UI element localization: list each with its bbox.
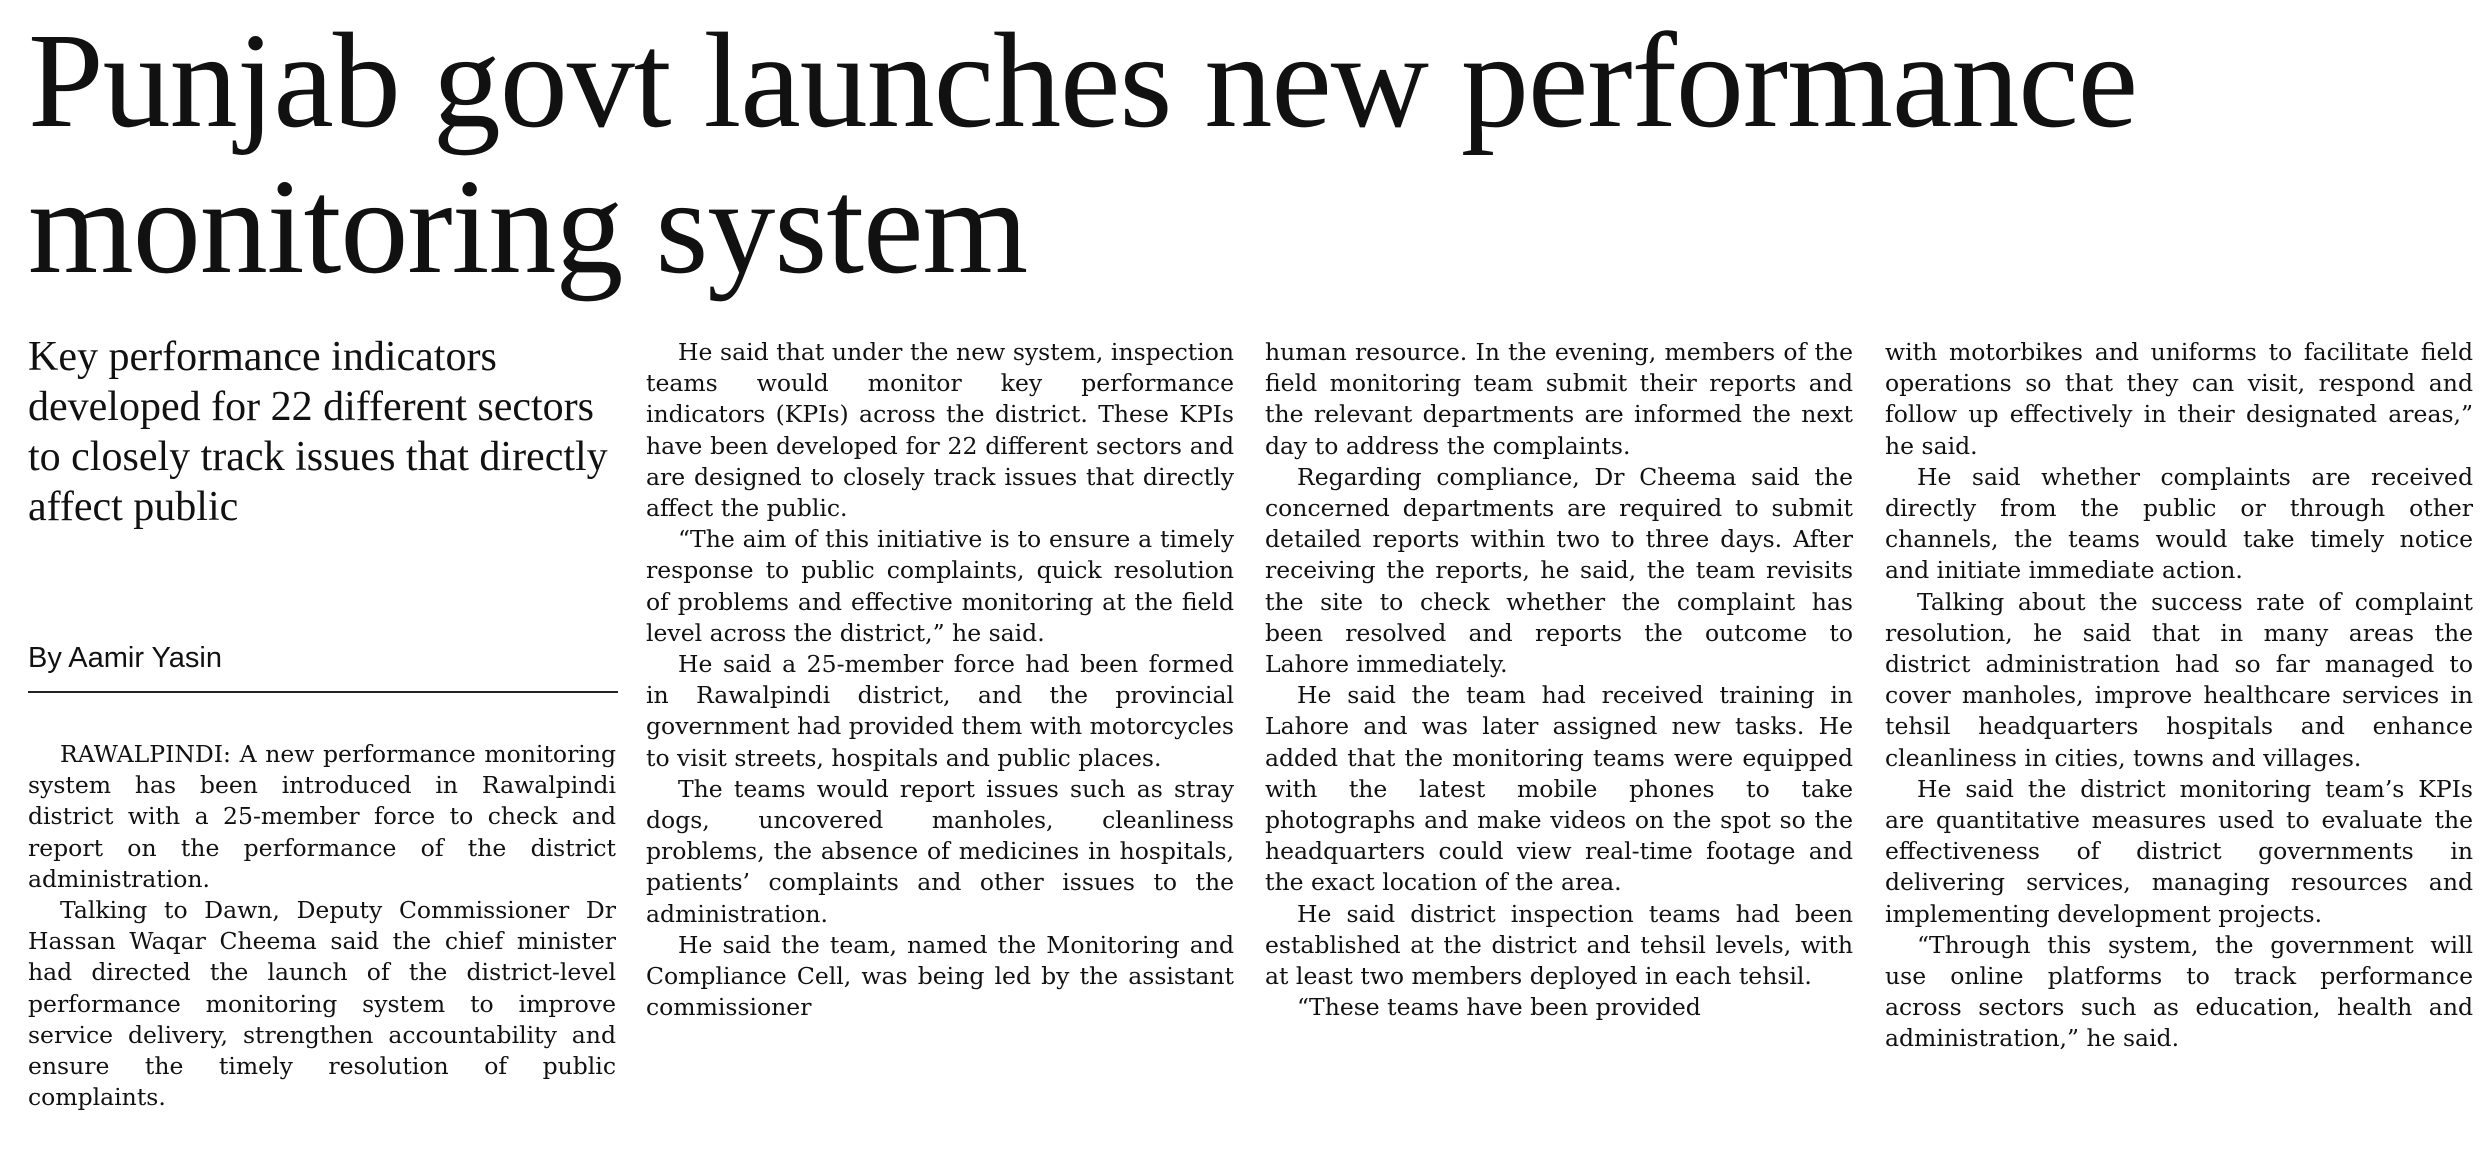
- article-column-4: [1885, 337, 2473, 1055]
- paragraph: Talking about the success rate of complaint resolution, he said that in many areas the district administration had so far managed to cover manholes, improve healthcare services in tehsil headquarters hospitals and enhance cleanliness in cities, towns and villages.: [1885, 587, 2473, 772]
- article-column-2: [646, 337, 1234, 1023]
- paragraph: RAWALPINDI: A new performance monitoring system has been introduced in Rawalpindi district with a 25-member force to check and report on the performance of the district administration.: [28, 740, 616, 893]
- article-column-3: [1265, 337, 1853, 1023]
- paragraph: “The aim of this initiative is to ensure a timely response to public complaints, quick resolution of problems and effective monitoring at the field level across the district,” he said.: [646, 525, 1234, 647]
- paragraph: The teams would report issues such as stray dogs, uncovered manholes, cleanliness problems, the absence of medicines in hospitals, patients’ complaints and other issues to the administration.: [646, 774, 1234, 928]
- paragraph: He said the district monitoring team’s KPIs are quantitative measures used to evaluate the effectiveness of district governments in delivering services, managing resources and implementing development projects.: [1885, 774, 2473, 928]
- paragraph: He said the team, named the Monitoring and Compliance Cell, was being led by the assistant commissioner: [646, 930, 1234, 1022]
- headline: Punjab govt launches new performance monitoring system: [28, 6, 2138, 302]
- paragraph: Regarding compliance, Dr Cheema said the concerned departments are required to submit detailed reports within two to three days. After receiving the reports, he said, the team revisits the site to check whether the complaint has been resolved and reports the outcome to Lahore immediately.: [1265, 462, 1853, 679]
- paragraph: He said the team had received training in Lahore and was later assigned new tasks. He added that the monitoring teams were equipped with the latest mobile phones to take photographs and make videos on the spot so the headquarters could view real-time footage and the exact location of the area.: [1265, 681, 1853, 897]
- paragraph: He said that under the new system, inspection teams would monitor key performance indicators (KPIs) across the district. These KPIs have been developed for 22 different sectors and are designed to closely track issues that directly affect the public.: [646, 338, 1234, 523]
- paragraph: with motorbikes and uniforms to facilitate field operations so that they can visit, respond and follow up effectively in their designated areas,” he said.: [1885, 338, 2473, 460]
- paragraph: human resource. In the evening, members of the field monitoring team submit their reports and the relevant departments are informed the next day to address the complaints.: [1265, 338, 1853, 460]
- paragraph: “Through this system, the government will use online platforms to track performance across sectors such as education, health and administration,” he said.: [1885, 930, 2473, 1053]
- paragraph: “These teams have been provided: [1297, 993, 1701, 1022]
- deck-subheadline: Key performance indicators developed for 22 different sectors to closely track issues that directly affect public: [28, 334, 608, 530]
- paragraph: He said whether complaints are received directly from the public or through other channels, the teams would take timely notice and initiate immediate action.: [1885, 462, 2473, 585]
- byline: By Aamir Yasin: [28, 642, 618, 693]
- paragraph: He said a 25-member force had been formed in Rawalpindi district, and the provincial government had provided them with motorcycles to visit streets, hospitals and public places.: [646, 650, 1234, 772]
- paragraph: Talking to Dawn, Deputy Commissioner Dr Hassan Waqar Cheema said the chief minister had directed the launch of the district-level performance monitoring system to improve service delivery, strengthen accountability and ensure the timely resolution of public complaints.: [28, 896, 616, 1112]
- paragraph: He said district inspection teams had been established at the district and tehsil levels, with at least two members deployed in each tehsil.: [1265, 899, 1853, 991]
- article-column-1: [28, 739, 616, 1113]
